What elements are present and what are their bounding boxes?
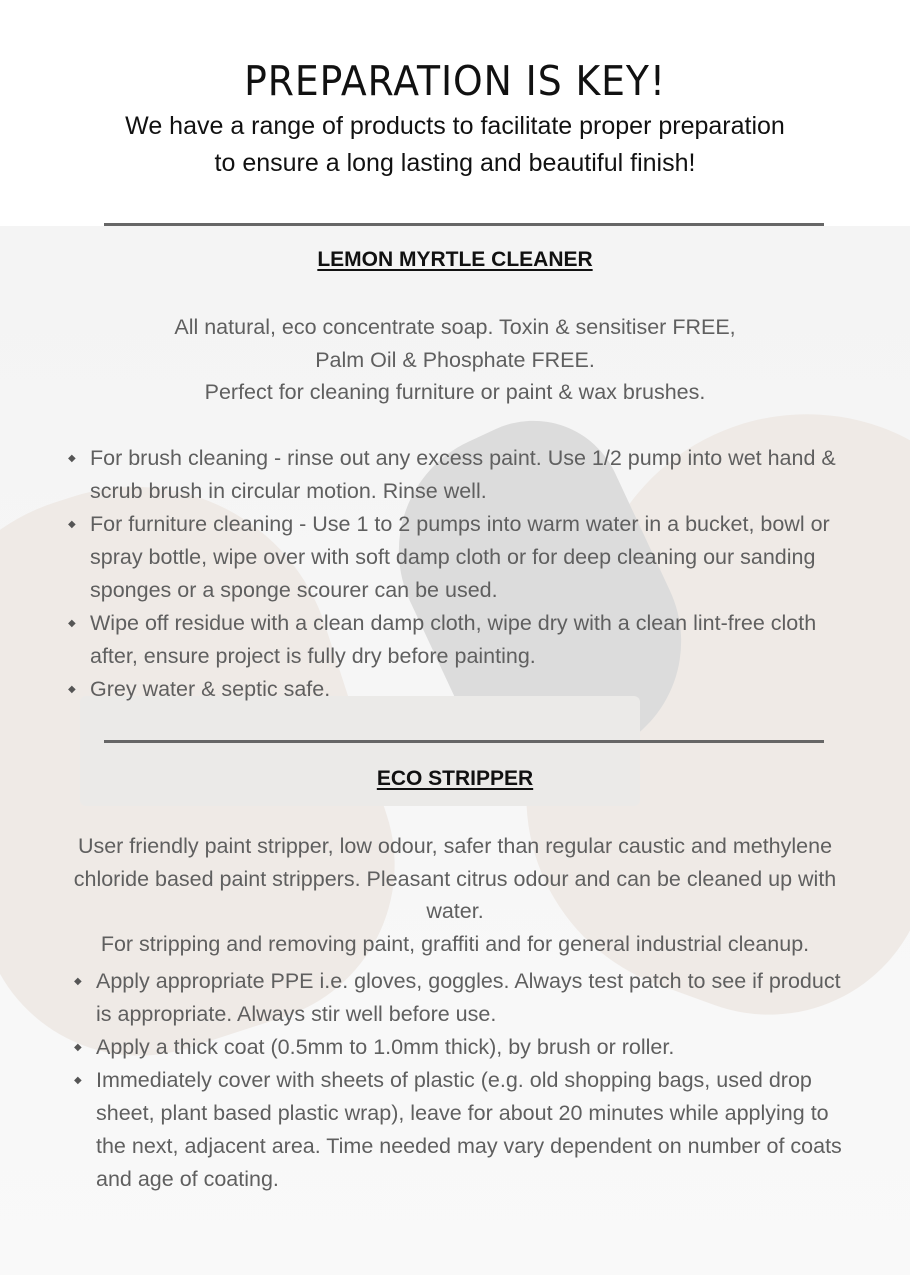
list-item-text: Grey water & septic safe.: [90, 677, 331, 701]
list-item: [66, 442, 856, 508]
bullet-icon: ◆: [74, 976, 82, 987]
bullet-icon: ◆: [68, 684, 76, 695]
list-item: [66, 607, 856, 673]
list-item: [72, 1064, 862, 1196]
description-line: Palm Oil & Phosphate FREE.: [315, 347, 595, 372]
list-item-text: For brush cleaning - rinse out any excess paint. Use 1/2 pump into wet hand & scrub brush in circular motion. Rinse well.: [90, 446, 836, 503]
bullet-icon: ◆: [68, 453, 76, 464]
section-description: [100, 311, 810, 409]
list-item-text: Apply a thick coat (0.5mm to 1.0mm thick), by brush or roller.: [96, 1035, 675, 1059]
list-item-text: Immediately cover with sheets of plastic (e.g. old shopping bags, used drop sheet, plant based plastic wrap), leave for about 20 minutes while applying to the next, adjacent area. Time needed may vary dependent on number of coats and age of coating.: [96, 1068, 842, 1191]
section-description: [70, 830, 840, 960]
divider: [104, 740, 824, 743]
intro-line: We have a range of products to facilitate proper preparation: [125, 112, 785, 140]
description-line: User friendly paint stripper, low odour, safer than regular caustic and methylene chloride based paint strippers. Pleasant citrus odour and can be cleaned up with water.: [73, 834, 837, 923]
page-title: PREPARATION IS KEY!: [244, 57, 666, 106]
section-heading-eco-stripper: ECO STRIPPER: [376, 767, 534, 790]
bullet-list: [72, 965, 862, 1196]
bullet-list: [66, 442, 856, 706]
divider: [104, 223, 824, 226]
list-item: [72, 1031, 862, 1064]
bullet-icon: ◆: [74, 1075, 82, 1086]
list-item-text: Apply appropriate PPE i.e. gloves, goggles. Always test patch to see if product is appropriate. Always stir well before use.: [96, 969, 841, 1026]
list-item: [66, 673, 856, 706]
description-line: Perfect for cleaning furniture or paint & wax brushes.: [204, 380, 706, 404]
description-line: For stripping and removing paint, graffiti and for general industrial cleanup.: [100, 931, 810, 956]
bullet-icon: ◆: [68, 519, 76, 530]
list-item-text: For furniture cleaning - Use 1 to 2 pumps into warm water in a bucket, bowl or spray bottle, wipe over with soft damp cloth or for deep cleaning our sanding sponges or a sponge scourer can be used.: [90, 512, 830, 602]
bullet-icon: ◆: [74, 1042, 82, 1053]
section-heading-lemon-myrtle-cleaner: LEMON MYRTLE CLEANER: [317, 248, 593, 271]
list-item: [66, 508, 856, 607]
description-line: All natural, eco concentrate soap. Toxin & sensitiser FREE,: [174, 315, 736, 339]
list-item-text: Wipe off residue with a clean damp cloth, wipe dry with a clean lint-free cloth after, ensure project is fully dry before painting.: [90, 611, 817, 668]
bullet-icon: ◆: [68, 618, 76, 629]
list-item: [72, 965, 862, 1031]
intro-line: to ensure a long lasting and beautiful finish!: [214, 149, 696, 177]
intro-text: [80, 108, 830, 182]
